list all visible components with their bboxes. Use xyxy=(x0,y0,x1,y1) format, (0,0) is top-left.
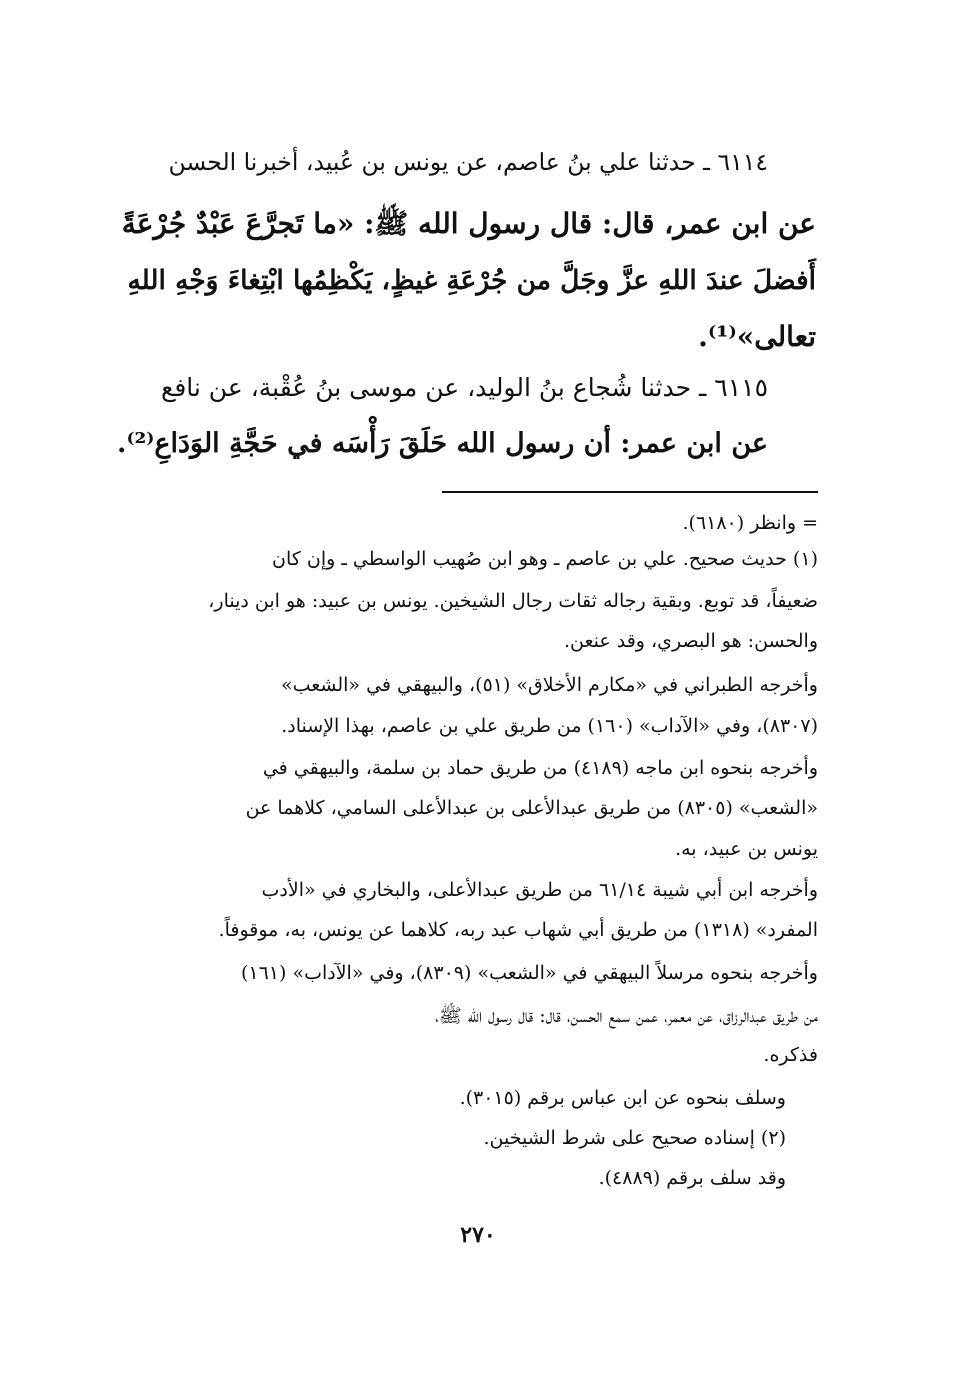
footnote-line: وأخرجه ابن أبي شيبة ٦١/١٤ من طريق عبدالأعلى، والبخاري في «الأدب xyxy=(261,879,818,901)
footnote-line: وأخرجه الطبراني في «مكارم الأخلاق» (٥١)، والبيهقي في «الشعب» xyxy=(280,674,818,696)
footnote-line: «الشعب» (٨٣٠٥) من طريق عبدالأعلى بن عبدالأعلى السامي، كلاهما عن xyxy=(245,797,818,819)
footnote-line: (١) حديث صحيح. علي بن عاصم ـ وهو ابن صُهيب الواسطي ـ وإن كان xyxy=(272,548,818,570)
footnote-line: وأخرجه بنحوه ابن ماجه (٤١٨٩) من طريق حماد بن سلمة، والبيهقي في xyxy=(262,757,818,779)
footnote-line: وسلف بنحوه عن ابن عباس برقم (٣٠١٥). xyxy=(459,1087,786,1109)
footnote-line: المفرد» (١٣١٨) من طريق أبي شهاب عبد ربه، كلاهما عن يونس، به، موقوفاً. xyxy=(218,919,818,941)
hadith-6114-line-3: أَفضلَ عندَ اللهِ عزَّ وجَلَّ من جُرْعَةِ غيظٍ، يَكْظِمُها ابْتِغاءَ وَجْهِ اللهِ xyxy=(127,265,816,296)
footnote-line: وأخرجه بنحوه مرسلاً البيهقي في «الشعب» (٨٣٠٩)، وفي «الآداب» (١٦١) xyxy=(240,962,818,984)
footnote-separator xyxy=(442,491,818,493)
footnote-line: (٨٣٠٧)، وفي «الآداب» (١٦٠) من طريق علي بن عاصم، بهذا الإسناد. xyxy=(281,715,818,737)
footnote-line: والحسن: هو البصري، وقد عنعن. xyxy=(563,630,818,652)
footnote-line: (٢) إسناده صحيح على شرط الشيخين. xyxy=(483,1127,786,1149)
hadith-6114-line-1: ٦١١٤ ـ حدثنا علي بنُ عاصم، عن يونس بن عُبيد، أخبرنا الحسن xyxy=(168,148,768,176)
footnote-line: وقد سلف برقم (٤٨٨٩). xyxy=(598,1167,786,1189)
footnote-line: يونس بن عبيد، به. xyxy=(675,838,818,860)
page-number: ٢٧٠ xyxy=(460,1222,496,1248)
hadith-6114-line-2: عن ابن عمر، قال: قال رسول الله ﷺ: «ما تَجرَّعَ عَبْدٌ جُرْعَةً xyxy=(121,207,816,240)
footnote-line: ضعيفاً، قد توبع. وبقية رجاله ثقات رجال الشيخين. يونس بن عبيد: هو ابن دينار، xyxy=(208,590,818,612)
footnote-line: = وانظر (٦١٨٠). xyxy=(682,512,818,534)
hadith-6114-line-4: تعالى»⁽¹⁾. xyxy=(698,320,816,353)
hadith-6115-line-2: عن ابن عمر: أن رسول الله حَلَقَ رَأْسَه في حَجَّةِ الوَدَاعِ⁽²⁾. xyxy=(117,428,768,459)
footnote-line: فذكره. xyxy=(763,1044,818,1066)
footnote-line: من طريق عبدالرزاق، عن معمر، عمن سمع الحسن، قال: قال رسول الله ﷺ، xyxy=(435,1005,818,1027)
hadith-6115-line-1: ٦١١٥ ـ حدثنا شُجاع بنُ الوليد، عن موسى بنُ عُقْبة، عن نافع xyxy=(161,373,768,402)
